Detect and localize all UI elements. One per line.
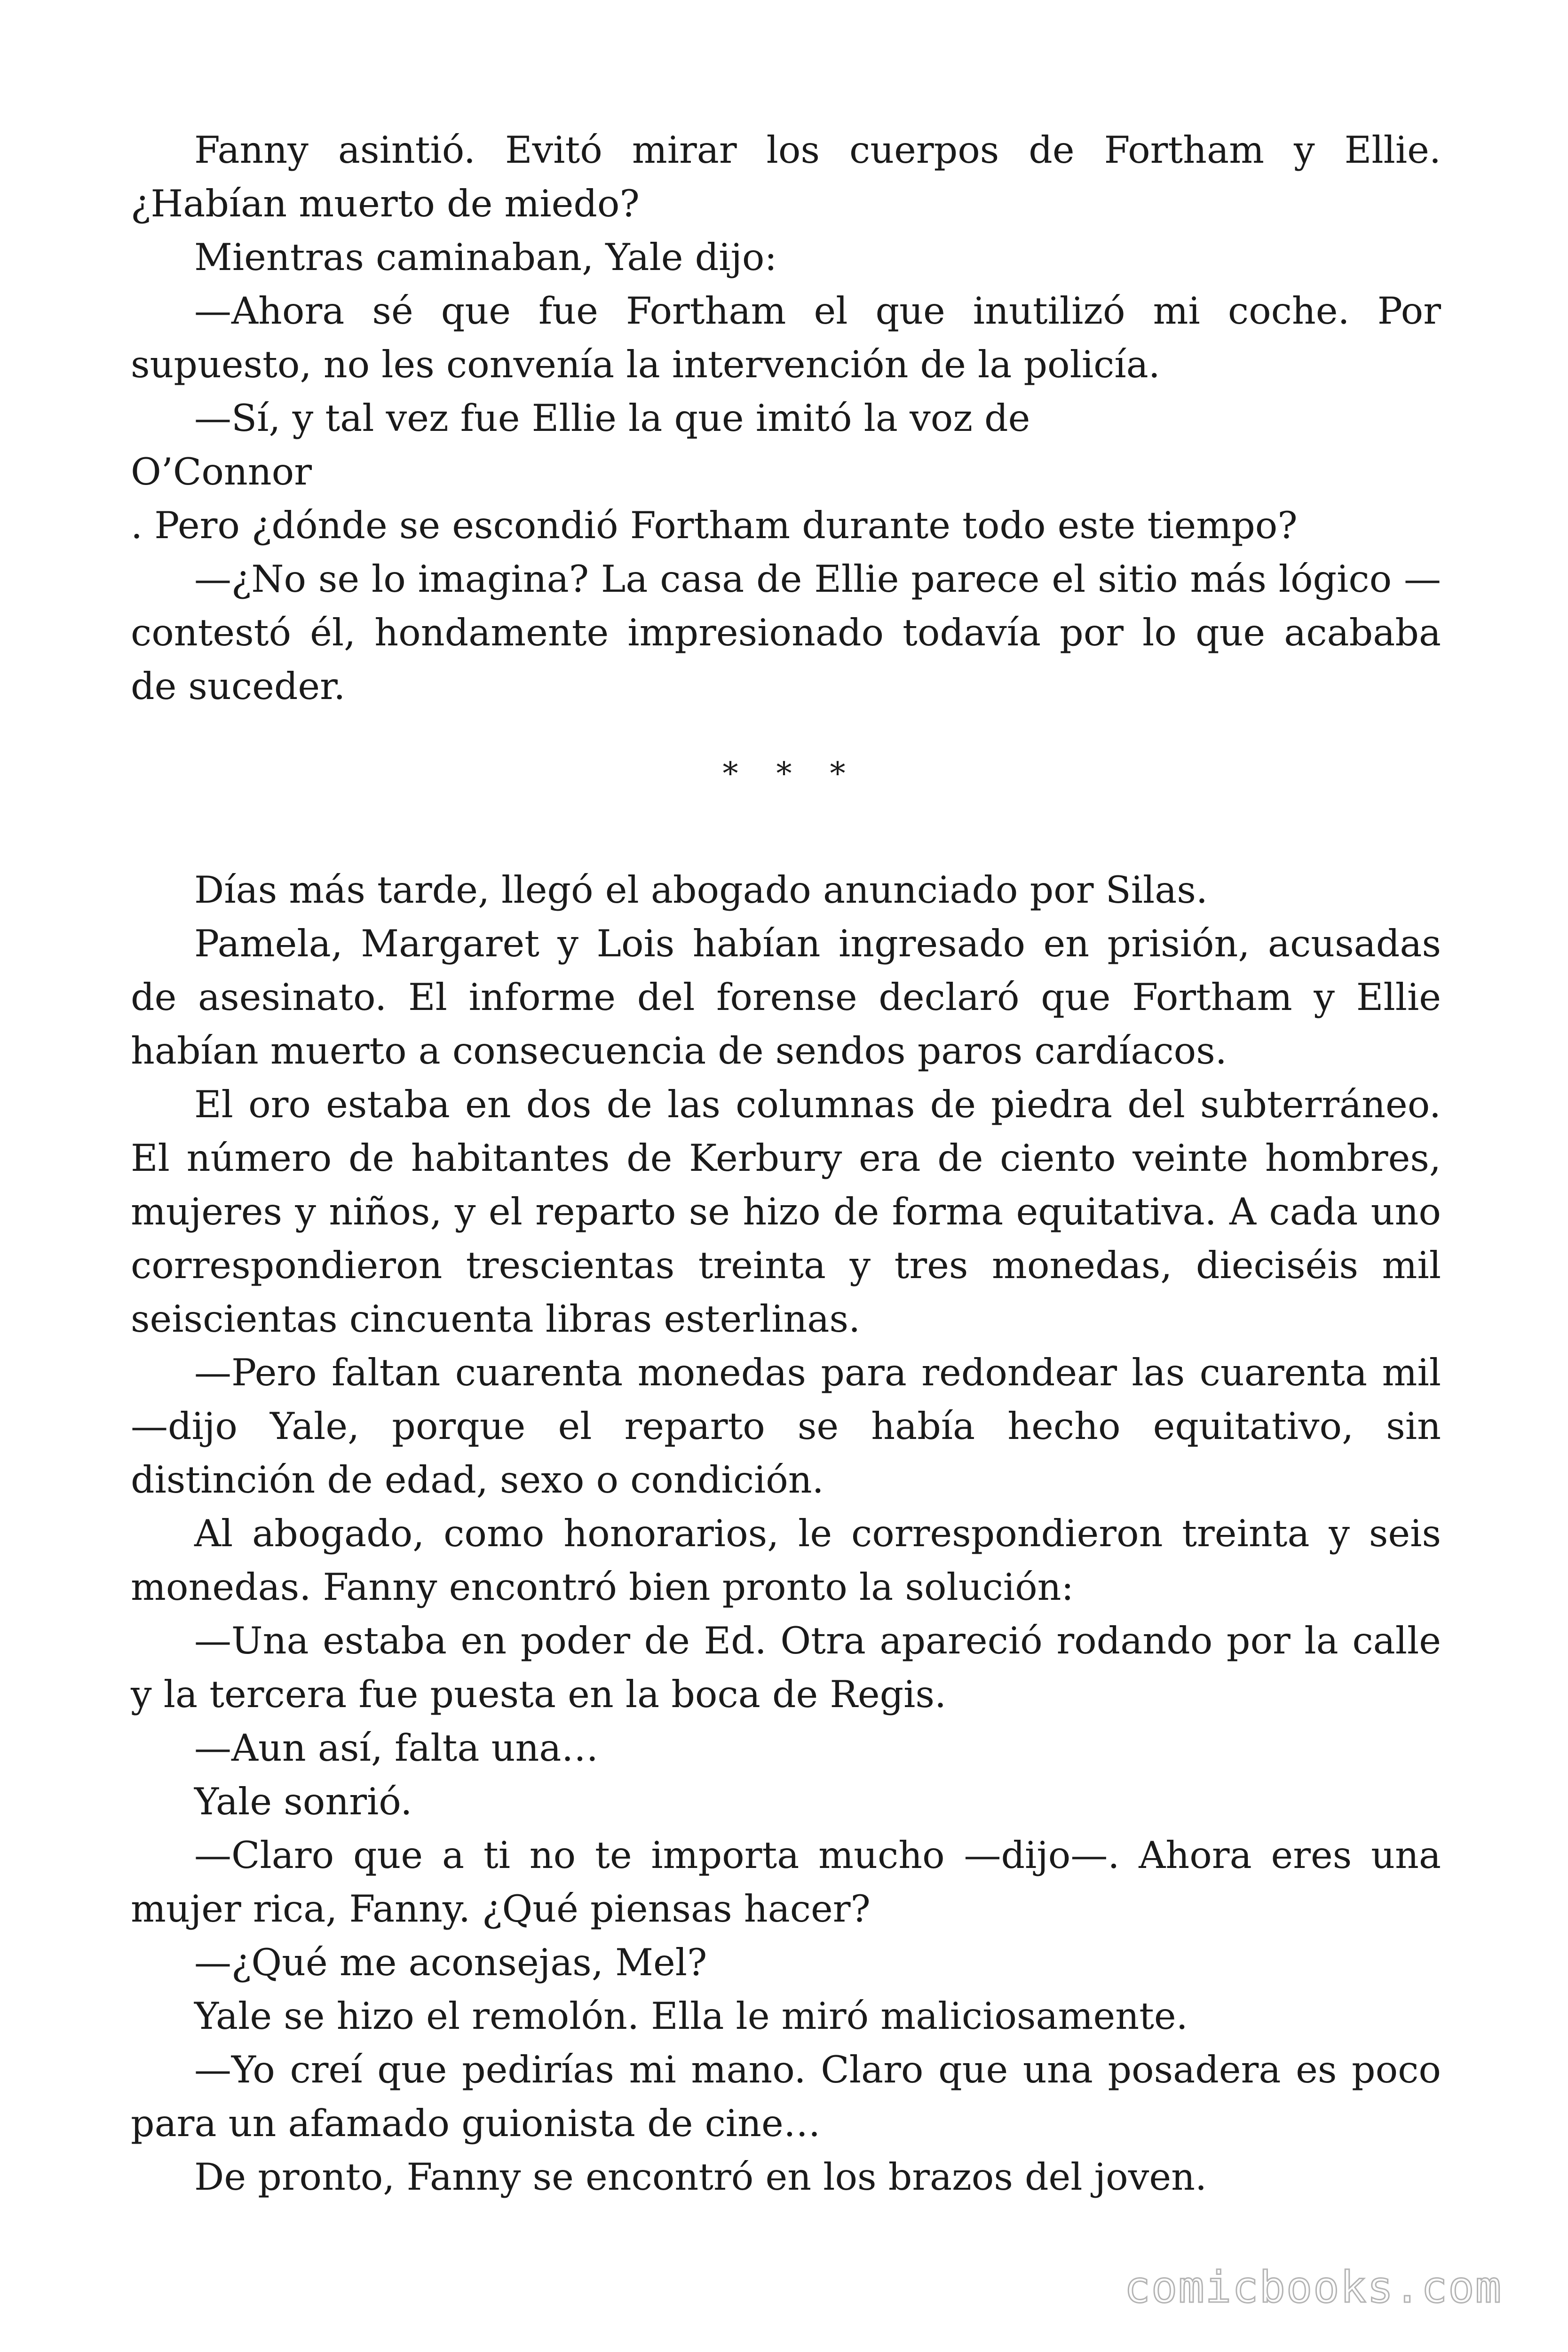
watermark: comicbooks.com	[1124, 2262, 1502, 2312]
section-two-text	[131, 863, 1441, 2204]
paragraph: O’Connor	[131, 450, 312, 493]
paragraph: —Aun así, falta una…	[194, 1726, 599, 1770]
paragraph: Días más tarde, llegó el abogado anunciado por Silas.	[194, 868, 1208, 912]
paragraph: —Ahora sé que fue Fortham el que inutilizó mi coche. Por supuesto, no les convenía la intervención de la policía.	[131, 289, 1441, 386]
paragraph: De pronto, Fanny se encontró en los brazos del joven.	[194, 2155, 1207, 2199]
paragraph: —Claro que a ti no te importa mucho —dijo—. Ahora eres una mujer rica, Fanny. ¿Qué piensas hacer?	[131, 1834, 1441, 1931]
paragraph: Yale se hizo el remolón. Ella le miró maliciosamente.	[194, 1994, 1188, 2038]
paragraph: . Pero ¿dónde se escondió Fortham durante todo este tiempo?	[131, 504, 1298, 547]
paragraph: El oro estaba en dos de las columnas de piedra del subterráneo. El número de habitantes de Kerbury era de ciento veinte hombres, mujeres y niños, y el reparto se hizo de forma equitativa. A cada uno correspondieron trescientas treinta y tres monedas, dieciséis mil seiscientas cincuenta libras esterlinas.	[131, 1083, 1441, 1341]
paragraph: Yale sonrió.	[194, 1780, 412, 1823]
section-one-text	[131, 123, 1441, 713]
scene-break: * * *	[722, 755, 860, 792]
paragraph: Mientras caminaban, Yale dijo:	[194, 236, 777, 279]
paragraph: Fanny asintió. Evitó mirar los cuerpos de Fortham y Ellie. ¿Habían muerto de miedo?	[131, 128, 1441, 225]
paragraph: —Sí, y tal vez fue Ellie la que imitó la voz de	[194, 397, 1030, 440]
paragraph: —Una estaba en poder de Ed. Otra apareció rodando por la calle y la tercera fue puesta en la boca de Regis.	[131, 1619, 1441, 1716]
paragraph: —¿Qué me aconsejas, Mel?	[194, 1941, 707, 1984]
paragraph: —Pero faltan cuarenta monedas para redondear las cuarenta mil —dijo Yale, porque el reparto se había hecho equitativo, sin distinción de edad, sexo o condición.	[131, 1351, 1441, 1502]
paragraph: —Yo creí que pedirías mi mano. Claro que una posadera es poco para un afamado guionista de cine…	[131, 2048, 1441, 2145]
paragraph: Pamela, Margaret y Lois habían ingresado en prisión, acusadas de asesinato. El informe del forense declaró que Fortham y Ellie habían muerto a consecuencia de sendos paros cardíacos.	[131, 922, 1441, 1073]
paragraph: Al abogado, como honorarios, le correspondieron treinta y seis monedas. Fanny encontró bien pronto la solución:	[131, 1512, 1441, 1609]
paragraph: —¿No se lo imagina? La casa de Ellie parece el sitio más lógico —contestó él, hondamente impresionado todavía por lo que acababa de suceder.	[131, 557, 1441, 708]
